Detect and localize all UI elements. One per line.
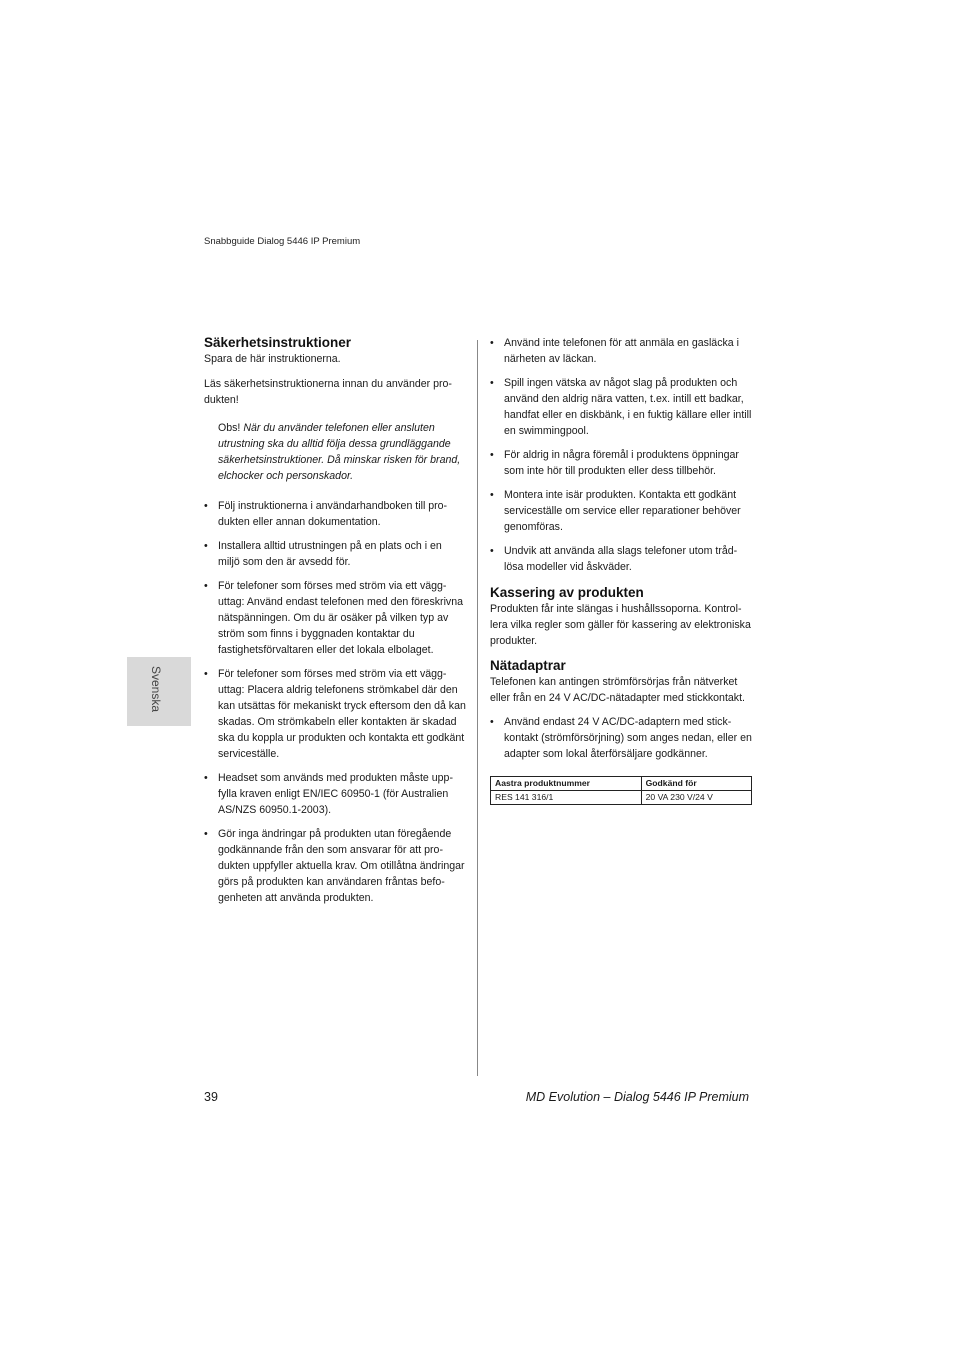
adapter-heading: Nätadaptrar	[490, 658, 566, 673]
list-item: • Använd endast 24 V AC/DC-adaptern med stickkontakt (strömförsörjning) som anges nedan, eller en adapter som lokal återförsäljare godkänner.	[490, 714, 752, 762]
list-item: • Installera alltid utrustningen på en plats och i en miljö som den är avsedd för.	[204, 538, 466, 570]
safety-para-1: Spara de här instruktionerna.	[204, 353, 341, 365]
language-tab	[127, 657, 191, 726]
note-label: Obs!	[218, 422, 241, 434]
list-item: • För telefoner som förses med ström via ett vägguttag: Använd endast telefonen med den föreskrivna nätspänningen. Om du är osäker på vilken typ av ström som finns i byggnaden kontaktar du fastighetsförvaltaren eller det lokala elbolaget.	[204, 578, 466, 658]
adapter-table	[490, 776, 752, 805]
table-header-row	[491, 777, 752, 791]
safety-para-2: Läs säkerhetsinstruktionerna innan du använder produkten!	[204, 378, 452, 406]
adapter-bullets	[490, 714, 752, 762]
list-item: • Spill ingen vätska av något slag på produkten och använd den aldrig nära vatten, t.ex. intill ett badkar, handfat eller en diskbänk, i en fuktig källare eller intill en swimmingpool.	[490, 375, 752, 439]
list-item: • Använd inte telefonen för att anmäla en gasläcka i närheten av läckan.	[490, 335, 752, 367]
language-tab-label: Svenska	[149, 666, 163, 713]
note-text: När du använder telefonen eller ansluten utrustning ska du alltid följa dessa grundläggande säkerhetsinstruktioner. Då minskar risken för brand, elchocker och personskador.	[218, 422, 461, 482]
list-item: • Headset som används med produkten måste uppfylla kraven enligt EN/IEC 60950-1 (för Australien AS/NZS 60950.1-2003).	[204, 770, 466, 818]
safety-note	[218, 420, 466, 484]
list-item: • Montera inte isär produkten. Kontakta ett godkänt serviceställe om service eller reparationer behöver genomföras.	[490, 487, 752, 535]
page-number: 39	[204, 1090, 218, 1104]
disposal-text: Produkten får inte slängas i hushållssoporna. Kontrollera vilka regler som gäller för kassering av elektroniska produkter.	[490, 603, 751, 647]
table-cell: 20 VA 230 V/24 V	[641, 791, 751, 805]
safety-bullets-continued	[490, 335, 752, 575]
running-header: Snabbguide Dialog 5446 IP Premium	[204, 236, 361, 247]
list-item: • Följ instruktionerna i användarhandboken till produkten eller annan dokumentation.	[204, 498, 466, 530]
list-item: • Undvik att använda alla slags telefoner utom trådlösa modeller vid åskväder.	[490, 543, 752, 575]
footer-doc-title: MD Evolution – Dialog 5446 IP Premium	[525, 1090, 749, 1104]
right-column	[490, 335, 752, 805]
column-divider	[477, 340, 478, 1076]
left-column	[204, 335, 466, 906]
safety-heading: Säkerhetsinstruktioner	[204, 335, 352, 350]
table-cell: RES 141 316/1	[491, 791, 642, 805]
list-item: • Gör inga ändringar på produkten utan föregående godkännande från den som ansvarar för att produkten uppfyller aktuella krav. Om otillåtna ändringar görs på produkten kan användaren fråntas befogenheten att använda produkten.	[204, 826, 466, 906]
list-item: • För aldrig in några föremål i produktens öppningar som inte hör till produkten eller dess tillbehör.	[490, 447, 752, 479]
disposal-heading: Kassering av produkten	[490, 585, 644, 600]
list-item: • För telefoner som förses med ström via ett vägguttag: Placera aldrig telefonens strömkabel där den kan utsättas för mekaniskt tryck eftersom den då kan skadas. Om strömkabeln eller kontakten är skadad ska du koppla ur produkten och kontakta ett godkänt serviceställe.	[204, 666, 466, 762]
table-header-cell: Aastra produktnummer	[491, 777, 642, 791]
table-row	[491, 791, 752, 805]
table-header-cell: Godkänd för	[641, 777, 751, 791]
adapter-text: Telefonen kan antingen strömförsörjas från nätverket eller från en 24 V AC/DC-nätadapter med stickkontakt.	[490, 676, 745, 704]
safety-bullets	[204, 498, 466, 906]
